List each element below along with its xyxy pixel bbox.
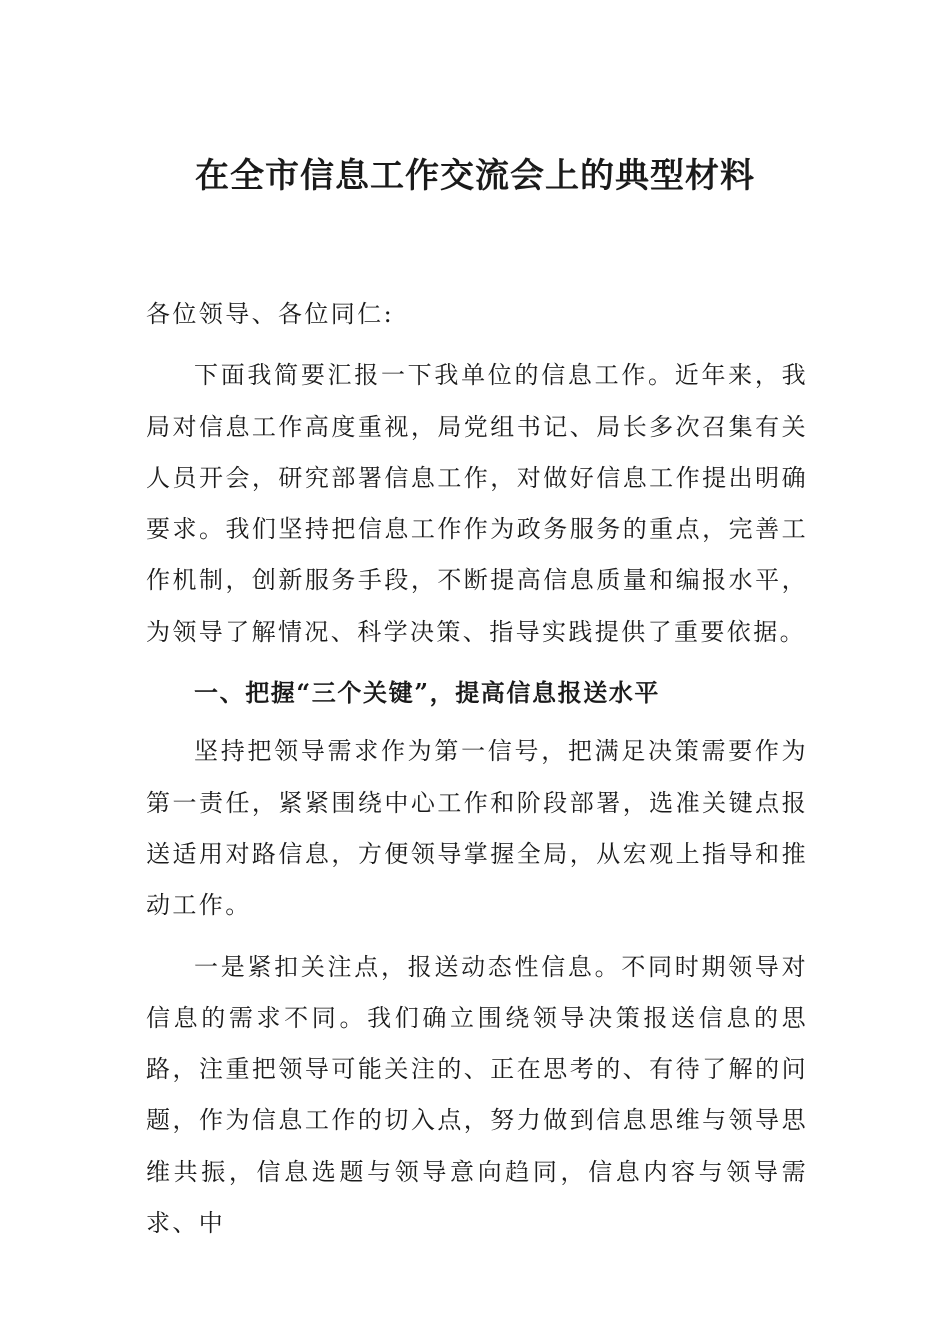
document-body — [146, 289, 808, 1249]
section-heading: 一、把握“三个关键”，提高信息报送水平 — [194, 678, 661, 708]
paragraph-section-intro: 坚持把领导需求作为第一信号，把满足决策需要作为第一责任，紧紧围绕中心工作和阶段部署，选准关键点报送适用对路信息，方便领导掌握全局，从宏观上指导和推动工作。 — [146, 737, 808, 920]
paragraph-intro: 下面我简要汇报一下我单位的信息工作。近年来，我局对信息工作高度重视，局党组书记、局长多次召集有关人员开会，研究部署信息工作，对做好信息工作提出明确要求。我们坚持把信息工作作为政务服务的重点，完善工作机制，创新服务手段，不断提高信息质量和编报水平，为领导了解情况、科学决策、指导实践提供了重要依据。 — [146, 361, 808, 646]
greeting: 各位领导、各位同仁: — [146, 300, 395, 328]
document-title: 在全市信息工作交流会上的典型材料 — [195, 156, 755, 196]
paragraph-point-one: 一是紧扣关注点，报送动态性信息。不同时期领导对信息的需求不同。我们确立围绕领导决策报送信息的思路，注重把领导可能关注的、正在思考的、有待了解的问题，作为信息工作的切入点，努力做到信息思维与领导思维共振，信息选题与领导意向趋同，信息内容与领导需求、中 — [146, 952, 808, 1238]
